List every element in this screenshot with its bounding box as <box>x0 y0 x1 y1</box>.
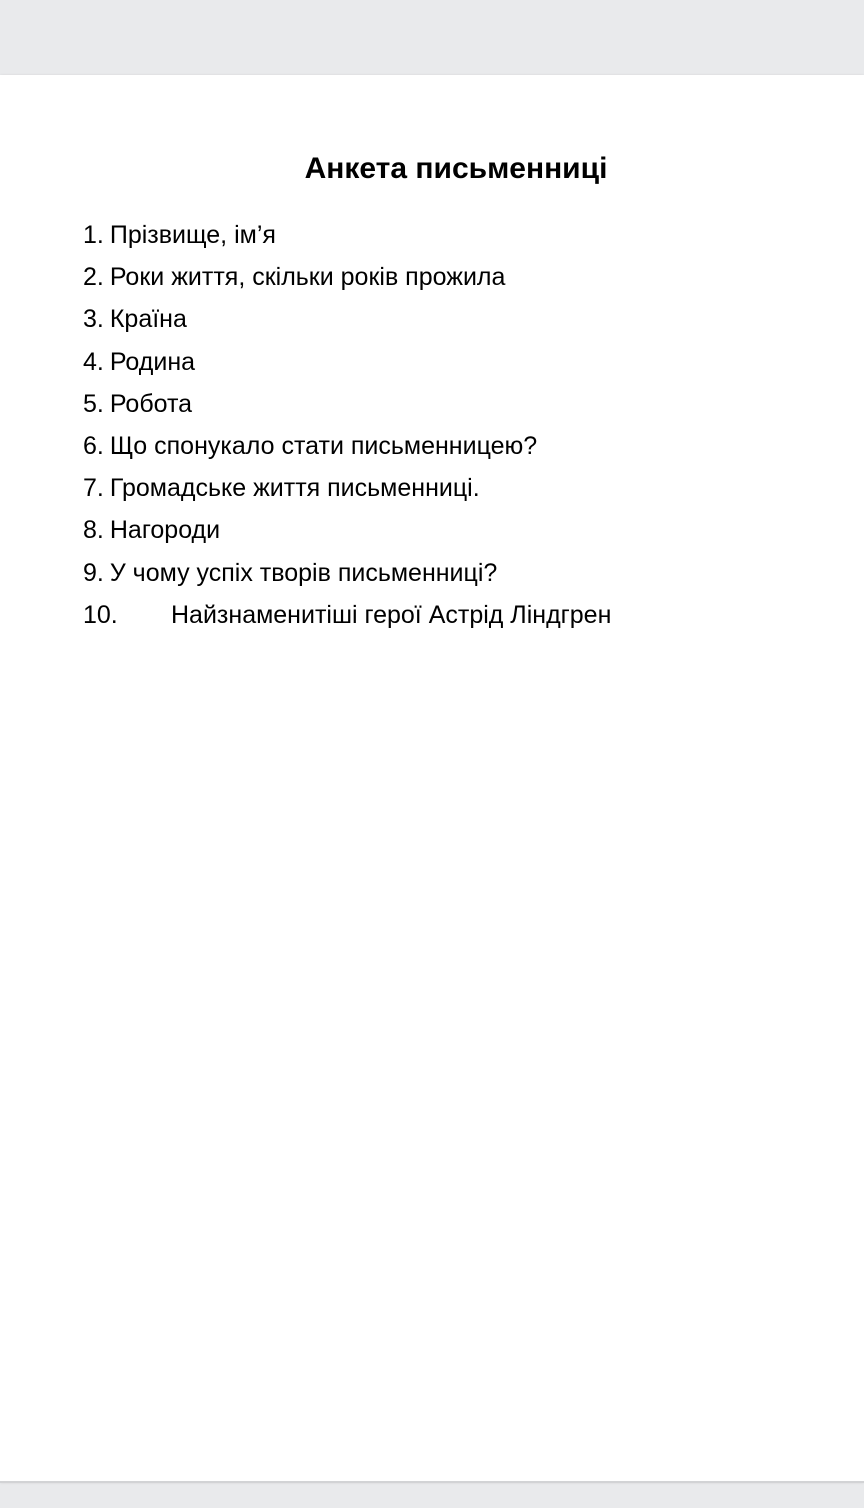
item-text: Що спонукало стати письменницею? <box>109 431 538 460</box>
list-item <box>83 259 611 301</box>
document-title: Анкета письменниці <box>304 152 608 185</box>
item-number: 9. <box>83 558 104 587</box>
list-item <box>83 217 611 259</box>
item-text: Роки життя, скільки років прожила <box>109 263 506 292</box>
item-number: 4. <box>83 347 104 376</box>
list-item <box>83 555 611 597</box>
list-item <box>83 512 611 554</box>
item-text: Найзнаменитіші герої Астрід Ліндгрен <box>171 600 612 629</box>
questionnaire-list <box>83 217 611 639</box>
list-item <box>83 386 611 428</box>
item-number: 3. <box>83 305 104 334</box>
document-page <box>0 75 864 1481</box>
item-text: Нагороди <box>109 516 221 545</box>
list-item <box>83 344 611 386</box>
item-number: 7. <box>83 474 104 503</box>
list-item <box>83 428 611 470</box>
item-number: 1. <box>83 221 104 249</box>
item-text: Громадське життя письменниці. <box>109 474 480 503</box>
item-number: 10. <box>83 600 118 629</box>
item-number: 6. <box>83 431 104 460</box>
item-text: Родина <box>109 347 196 376</box>
list-item <box>83 597 611 639</box>
item-number: 2. <box>83 263 104 292</box>
item-text: Робота <box>109 389 193 418</box>
list-item <box>83 301 611 343</box>
list-item <box>83 470 611 512</box>
item-number: 8. <box>83 516 104 545</box>
item-text: Країна <box>109 305 187 334</box>
item-number: 5. <box>83 389 104 418</box>
page-bottom-divider <box>0 1481 864 1483</box>
item-text: Прізвище, ім’я <box>109 221 276 249</box>
item-text: У чому успіх творів письменниці? <box>109 558 498 587</box>
